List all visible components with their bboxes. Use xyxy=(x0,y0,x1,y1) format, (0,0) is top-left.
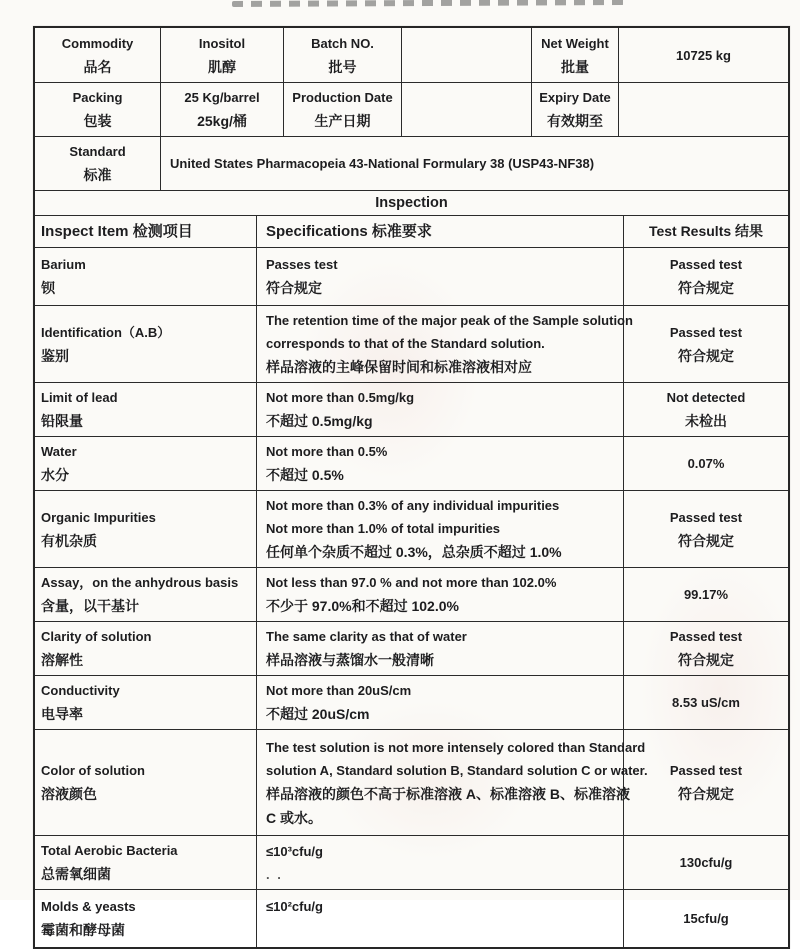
packing-label-zh: 包装 xyxy=(83,113,112,129)
expiry-date-label-en: Expiry Date xyxy=(539,90,611,105)
spec-line: Not more than 1.0% of total impurities xyxy=(266,521,501,536)
production-date-value-cell xyxy=(402,83,532,136)
spec-line: 样品溶液的颜色不高于标准溶液 A、标准溶液 B、标准溶液 xyxy=(266,785,630,802)
item-name-zh: 有机杂质 xyxy=(41,532,97,549)
spec-cell xyxy=(257,248,624,305)
packing-value-cell xyxy=(161,83,284,136)
packing-label-en: Packing xyxy=(72,90,123,105)
result-line: 99.17% xyxy=(683,587,729,602)
expiry-date-value-cell xyxy=(619,83,788,136)
info-row-packing xyxy=(35,83,788,137)
spec-line: 不超过 0.5mg/kg xyxy=(266,413,373,429)
item-name-en: Clarity of solution xyxy=(41,629,152,644)
spec-cell xyxy=(257,836,624,889)
inspection-row-molds-and-yeasts xyxy=(35,890,788,947)
item-cell xyxy=(35,568,257,621)
standard-label-cell xyxy=(35,137,161,190)
commodity-label-zh: 品名 xyxy=(83,58,112,75)
inspection-row-identification xyxy=(35,306,788,383)
result-cell xyxy=(624,836,788,889)
cut-off-title-strip xyxy=(232,0,624,7)
spec-line: Not more than 20uS/cm xyxy=(266,683,412,698)
commodity-value-zh: 肌醇 xyxy=(208,58,236,75)
spec-cell xyxy=(257,890,624,947)
item-name-en: Water xyxy=(41,444,77,459)
spec-line: Not more than 0.5% xyxy=(266,444,388,459)
net-weight-label-en: Net Weight xyxy=(541,35,609,51)
inspection-title-cell xyxy=(35,191,788,215)
spec-line: The test solution is not more intensely colored than Standard xyxy=(266,739,646,755)
production-date-label-en: Production Date xyxy=(292,90,393,105)
item-name-zh: 总需氧细菌 xyxy=(41,866,111,882)
item-name-zh: 钡 xyxy=(41,280,55,296)
item-cell xyxy=(35,306,257,382)
result-cell xyxy=(624,622,788,675)
spec-line: 样品溶液与蒸馏水一般清晰 xyxy=(266,652,434,668)
spec-line: The same clarity as that of water xyxy=(266,629,467,644)
column-header-row xyxy=(35,216,788,248)
commodity-label-en: Commodity xyxy=(61,35,134,51)
inspection-row-water xyxy=(35,437,788,491)
result-line: Passed test xyxy=(669,509,743,525)
inspection-row-limit-of-lead xyxy=(35,383,788,437)
column-header-result-cell xyxy=(624,216,788,247)
item-cell xyxy=(35,248,257,305)
inspection-row-assay xyxy=(35,568,788,622)
column-header-result: Test Results 结果 xyxy=(648,223,764,239)
result-line: 符合规定 xyxy=(678,652,734,668)
result-cell xyxy=(624,306,788,382)
spec-line: Not more than 0.3% of any individual impurities xyxy=(266,498,560,513)
spec-line: Not less than 97.0 % and not more than 102.0% xyxy=(266,575,557,590)
inspection-row-color-of-solution xyxy=(35,730,788,836)
standard-label-en: Standard xyxy=(69,144,126,159)
result-line: 15cfu/g xyxy=(683,911,729,926)
result-line: 符合规定 xyxy=(678,532,734,549)
spec-line: C 或水。 xyxy=(266,809,322,826)
batch-no-label-cell xyxy=(284,28,402,82)
result-line: Not detected xyxy=(666,390,746,405)
item-name-zh: 溶解性 xyxy=(41,652,83,668)
spec-line: Not more than 0.5mg/kg xyxy=(266,390,415,405)
result-line: Passed test xyxy=(669,257,743,272)
spec-cell xyxy=(257,383,624,436)
item-name-en: Conductivity xyxy=(41,683,120,698)
item-cell xyxy=(35,622,257,675)
spec-cell xyxy=(257,676,624,729)
net-weight-label-cell xyxy=(532,28,619,82)
production-date-label-zh: 生产日期 xyxy=(314,113,371,129)
item-cell xyxy=(35,890,257,947)
column-header-spec: Specifications 标准要求 xyxy=(266,223,432,240)
net-weight-label-zh: 批量 xyxy=(561,58,589,75)
commodity-value-en: Inositol xyxy=(198,35,246,51)
inspection-title-row xyxy=(35,191,788,216)
batch-no-label-zh: 批号 xyxy=(328,58,357,75)
info-row-commodity xyxy=(35,28,788,83)
inspection-row-clarity-of-solution xyxy=(35,622,788,676)
item-cell xyxy=(35,437,257,490)
packing-value-zh: 25kg/桶 xyxy=(197,113,247,129)
spec-line: 样品溶液的主峰保留时间和标准溶液相对应 xyxy=(266,359,532,375)
batch-no-label-en: Batch NO. xyxy=(311,35,374,51)
column-header-item-cell xyxy=(35,216,257,247)
item-name-zh: 电导率 xyxy=(41,706,83,722)
item-name-en: Barium xyxy=(41,257,86,272)
packing-label-cell xyxy=(35,83,161,136)
spec-line: 不超过 0.5% xyxy=(266,467,344,483)
result-line: 8.53 uS/cm xyxy=(672,695,740,710)
production-date-label-cell xyxy=(284,83,402,136)
result-line: 符合规定 xyxy=(678,786,734,802)
item-name-zh: 铅限量 xyxy=(41,413,83,429)
result-line: 符合规定 xyxy=(678,347,734,364)
spec-cell xyxy=(257,306,633,382)
spec-cell xyxy=(257,730,648,835)
result-cell xyxy=(624,491,788,567)
info-row-standard xyxy=(35,137,788,191)
result-line: Passed test xyxy=(669,324,743,340)
result-cell xyxy=(624,248,788,305)
spec-line: ≤10²cfu/g xyxy=(266,899,323,914)
result-line: 0.07% xyxy=(687,456,725,471)
expiry-date-label-zh: 有效期至 xyxy=(547,113,603,129)
item-name-en: Identification（A.B） xyxy=(41,324,171,340)
coa-table xyxy=(33,26,790,949)
item-name-zh: 鉴别 xyxy=(41,347,69,364)
result-cell xyxy=(624,890,788,947)
standard-label-zh: 标准 xyxy=(83,167,112,183)
result-cell xyxy=(624,437,788,490)
spec-line: The retention time of the major peak of the Sample solution xyxy=(266,313,633,328)
item-cell xyxy=(35,491,257,567)
spec-line: 不超过 20uS/cm xyxy=(266,706,370,722)
result-line: 130cfu/g xyxy=(679,855,733,870)
packing-value-en: 25 Kg/barrel xyxy=(184,90,260,105)
spec-line: ≤10³cfu/g xyxy=(266,843,323,859)
spec-cell xyxy=(257,437,624,490)
item-name-en: Molds & yeasts xyxy=(41,899,136,914)
spec-line: . . xyxy=(266,866,283,882)
item-name-en: Limit of lead xyxy=(41,390,118,405)
item-name-en: Organic Impurities xyxy=(41,509,156,525)
spec-line: 不少于 97.0%和不超过 102.0% xyxy=(266,598,459,614)
standard-value-cell xyxy=(161,137,788,190)
spec-line: corresponds to that of the Standard solution. xyxy=(266,336,545,351)
result-cell xyxy=(624,676,788,729)
inspection-row-total-aerobic-bacteria xyxy=(35,836,788,890)
batch-no-value-cell xyxy=(402,28,532,82)
result-cell xyxy=(624,383,788,436)
commodity-value-cell xyxy=(161,28,284,82)
spec-cell xyxy=(257,568,624,621)
item-cell xyxy=(35,730,257,835)
result-line: 未检出 xyxy=(685,413,727,429)
spec-cell xyxy=(257,491,624,567)
result-line: Passed test xyxy=(669,629,743,644)
item-name-zh: 溶液颜色 xyxy=(41,786,97,802)
inspection-title: Inspection xyxy=(375,195,448,211)
result-line: 符合规定 xyxy=(678,280,734,296)
spec-line: 任何单个杂质不超过 0.3%，总杂质不超过 1.0% xyxy=(266,544,562,560)
item-cell xyxy=(35,836,257,889)
item-name-zh: 含量，以干基计 xyxy=(41,598,139,614)
net-weight-value: 10725 kg xyxy=(676,47,731,63)
commodity-label-cell xyxy=(35,28,161,82)
column-header-spec-cell xyxy=(257,216,624,247)
expiry-date-label-cell xyxy=(532,83,619,136)
standard-value: United States Pharmacopeia 43-National Formulary 38 (USP43-NF38) xyxy=(170,156,595,171)
item-name-en: Color of solution xyxy=(41,763,145,778)
item-name-en: Total Aerobic Bacteria xyxy=(41,843,178,858)
result-cell xyxy=(624,730,788,835)
inspection-row-barium xyxy=(35,248,788,306)
net-weight-value-cell xyxy=(619,28,788,82)
spec-line: Passes test xyxy=(266,257,338,272)
inspection-row-conductivity xyxy=(35,676,788,730)
item-name-zh: 水分 xyxy=(41,467,69,483)
column-header-item: Inspect Item 检测项目 xyxy=(41,223,193,240)
item-name-en: Assay，on the anhydrous basis xyxy=(41,575,239,590)
spec-line: 符合规定 xyxy=(266,280,322,296)
item-cell xyxy=(35,676,257,729)
spec-cell xyxy=(257,622,624,675)
result-cell xyxy=(624,568,788,621)
item-name-zh: 霉菌和酵母菌 xyxy=(41,922,125,938)
spec-line: solution A, Standard solution B, Standard solution C or water. xyxy=(266,762,648,778)
inspection-row-organic-impurities xyxy=(35,491,788,568)
result-line: Passed test xyxy=(669,763,743,778)
item-cell xyxy=(35,383,257,436)
